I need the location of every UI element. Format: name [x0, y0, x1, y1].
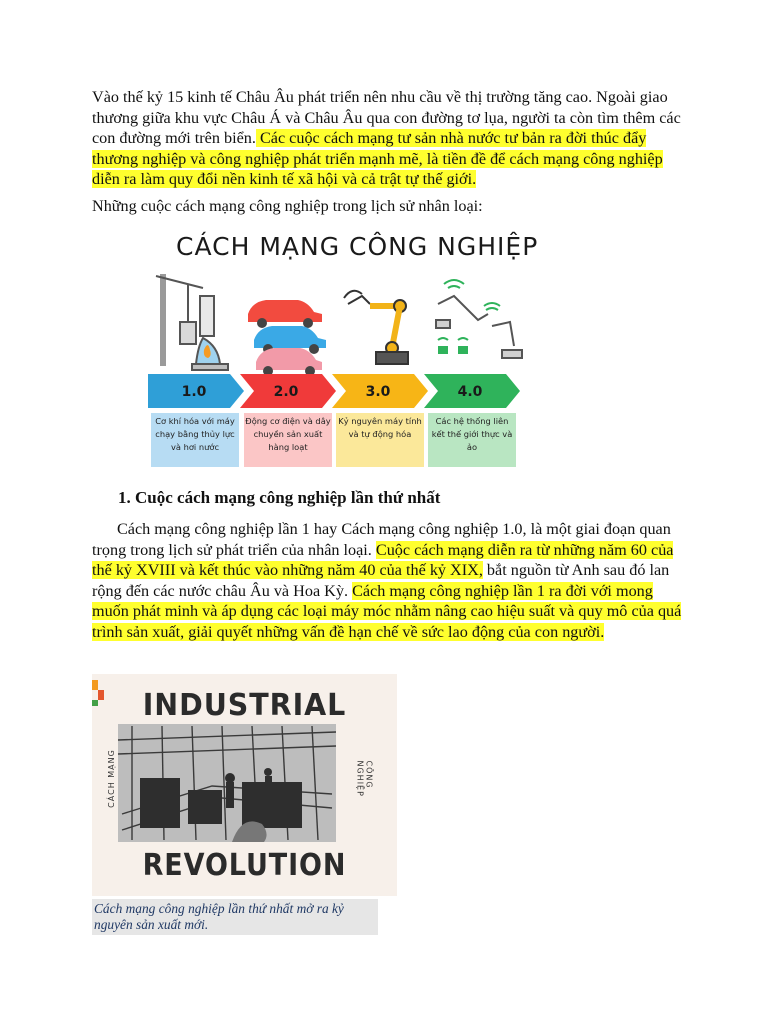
stage-3-label: 3.0 — [365, 384, 391, 400]
side-label-right: CÔNG NGHIỆP — [355, 760, 374, 797]
section-highlight-1: Cuộc cách mạng diễn ra từ những năm 60 của thế kỷ XVIII và kết thúc vào những năm 40 của thế kỷ XIX, — [92, 540, 674, 580]
robot-arm-icon — [344, 291, 408, 364]
stage-chevrons — [148, 374, 520, 408]
image-caption: Cách mạng công nghiệp lần thứ nhất mở ra kỷ nguyên sản xuất mới. — [92, 899, 378, 935]
list-intro-paragraph: Những cuộc cách mạng công nghiệp trong lịch sử nhân loại: — [92, 197, 483, 215]
intro-highlight: Các cuộc cách mạng tư sản nhà nước tư bản ra đời thúc đẩy thương nghiệp và công nghiệp phát triển mạnh mẽ, là tiền đề để cách mạng công nghiệp diễn ra làm quy đổi nền kinh tế xã hội và cả trật tự thế giới. — [92, 129, 663, 189]
stage-4-description: Các hệ thống liên kết thế giới thực và ảo — [428, 413, 516, 467]
stage-2-description: Động cơ điện và dây chuyền sản xuất hàng loạt — [244, 413, 332, 467]
section-text-1: Cách mạng công nghiệp lần 1 hay Cách mạng công nghiệp 1.0, là một giai đoạn quan trọng trong lịch sử phát triển của nhân loại. — [92, 520, 671, 559]
revolution-word: REVOLUTION — [142, 848, 347, 883]
infographic-title: CÁCH MẠNG CÔNG NGHIỆP — [176, 232, 539, 261]
side-label-left: CÁCH MẠNG — [106, 749, 116, 808]
section-highlight-2: Cách mạng công nghiệp lần 1 ra đời với mong muốn phát minh và áp dụng các loại máy móc nhằm nâng cao hiệu suất và quy mô của quá trình sản xuất, giải quyết những vấn đề hạn chế về sức lao động của con người. — [92, 581, 682, 641]
section-heading: 1. Cuộc cách mạng công nghiệp lần thứ nhất — [118, 488, 441, 507]
section-text-2: bắt nguồn từ Anh sau đó lan rộng đến các nước châu Âu và Hoa Kỳ. — [92, 561, 670, 600]
stage-2-label: 2.0 — [273, 384, 299, 400]
intro-paragraph — [92, 87, 682, 190]
stage-4-label: 4.0 — [457, 384, 483, 400]
steam-machine-icon — [156, 274, 228, 370]
industrial-word: INDUSTRIAL — [142, 688, 347, 723]
stage-1-label: 1.0 — [181, 384, 207, 400]
industrial-revolution-image — [92, 674, 397, 896]
industrial-revolution-infographic — [148, 226, 544, 472]
cars-icon — [248, 300, 326, 376]
section-paragraph — [92, 519, 686, 643]
intro-text: Vào thế kỷ 15 kinh tế Châu Âu phát triển nên nhu cầu về thị trường tăng cao. Ngoài giao thương giữa khu vực Châu Á và Châu Âu qua con đường tơ lụa, người ta còn tìm thêm các con đường mới trên biển. — [92, 88, 681, 148]
stage-3-description: Kỷ nguyên máy tính và tự động hóa — [336, 413, 424, 467]
stage-1-description: Cơ khí hóa với máy chạy bằng thủy lực và hơi nước — [151, 413, 239, 467]
smart-robot-icon — [436, 280, 522, 358]
